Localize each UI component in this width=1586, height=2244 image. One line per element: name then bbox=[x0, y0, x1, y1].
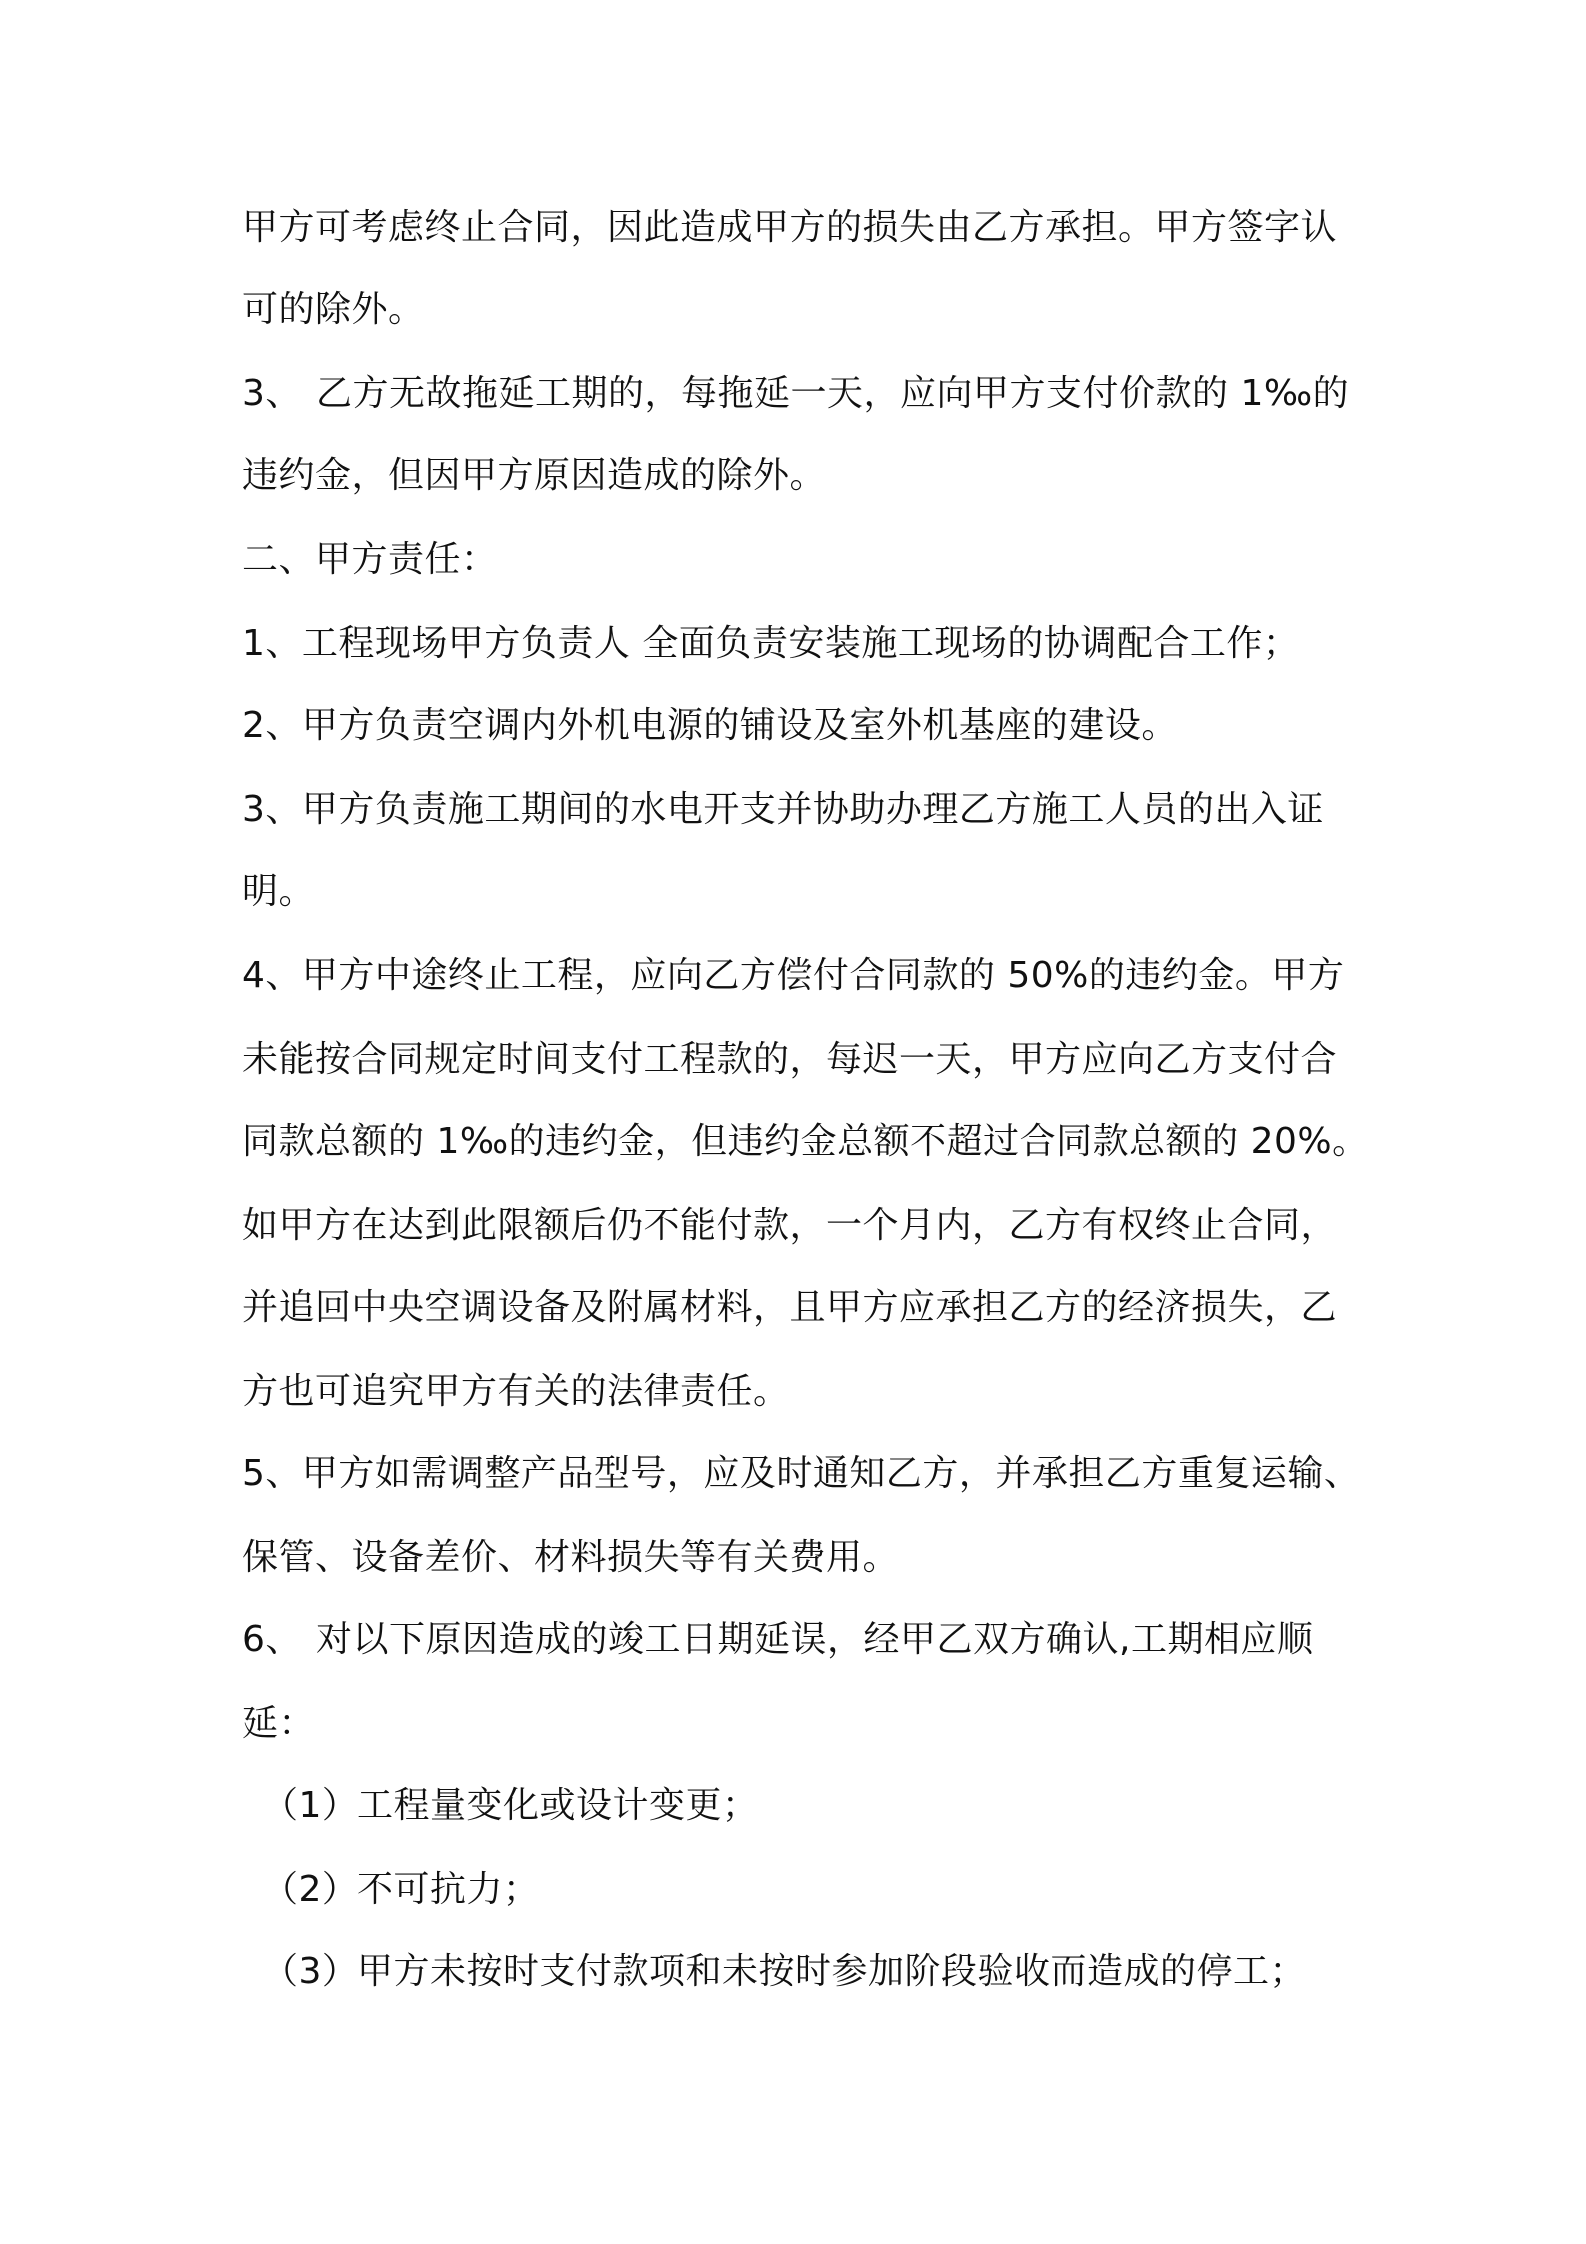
text-line: 如甲方在达到此限额后仍不能付款，一个月内，乙方有权终止合同， bbox=[242, 1205, 1338, 1246]
text-line: 甲方可考虑终止合同，因此造成甲方的损失由乙方承担。甲方签字认 bbox=[242, 207, 1338, 248]
clause-text: 对以下原因造成的竣工日期延误，经甲乙双方确认,工期相应顺 bbox=[316, 1619, 1314, 1660]
sub-item-label: （1） bbox=[262, 1785, 359, 1826]
text-line: 1、工程现场甲方负责人 全面负责安装施工现场的协调配合工作； bbox=[242, 623, 1300, 664]
text-line: 同款总额的 1‰的违约金，但违约金总额不超过合同款总额的 20%。 bbox=[242, 1121, 1369, 1162]
text-line: 违约金，但因甲方原因造成的除外。 bbox=[242, 455, 827, 496]
sub-item bbox=[262, 1866, 540, 1914]
text-line: 5、甲方如需调整产品型号，应及时通知乙方，并承担乙方重复运输、 bbox=[242, 1453, 1361, 1494]
text-line: 3、甲方负责施工期间的水电开支并协助办理乙方施工人员的出入证 bbox=[242, 789, 1324, 830]
text-line: 明。 bbox=[242, 871, 316, 912]
text-line: 并追回中央空调设备及附属材料，且甲方应承担乙方的经济损失，乙 bbox=[242, 1287, 1338, 1328]
text-line: 2、甲方负责空调内外机电源的铺设及室外机基座的建设。 bbox=[242, 705, 1178, 746]
clause-text: 乙方无故拖延工期的，每拖延一天，应向甲方支付价款的 1‰的 bbox=[316, 373, 1350, 414]
sub-item-text: 甲方未按时支付款项和未按时参加阶段验收而造成的停工； bbox=[357, 1951, 1307, 1992]
text-line: 可的除外。 bbox=[242, 289, 425, 330]
text-line: 保管、设备差价、材料损失等有关费用。 bbox=[242, 1537, 900, 1578]
sub-item-text: 不可抗力； bbox=[357, 1869, 540, 1910]
sub-item-label: （2） bbox=[262, 1869, 359, 1910]
section-heading: 二、甲方责任： bbox=[242, 539, 498, 580]
clause-6 bbox=[242, 1616, 1313, 1664]
text-line: 方也可追究甲方有关的法律责任。 bbox=[242, 1371, 790, 1412]
clause-3 bbox=[242, 370, 1349, 418]
sub-item-text: 工程量变化或设计变更； bbox=[357, 1785, 759, 1826]
text-line: 延： bbox=[242, 1703, 316, 1744]
sub-item bbox=[262, 1948, 1306, 1996]
text-line: 4、甲方中途终止工程，应向乙方偿付合同款的 50%的违约金。甲方 bbox=[242, 955, 1345, 996]
text-line: 未能按合同规定时间支付工程款的，每迟一天，甲方应向乙方支付合 bbox=[242, 1039, 1338, 1080]
clause-number: 3、 bbox=[242, 373, 302, 414]
sub-item-label: （3） bbox=[262, 1951, 359, 1992]
clause-number: 6、 bbox=[242, 1619, 302, 1660]
sub-item bbox=[262, 1782, 759, 1830]
